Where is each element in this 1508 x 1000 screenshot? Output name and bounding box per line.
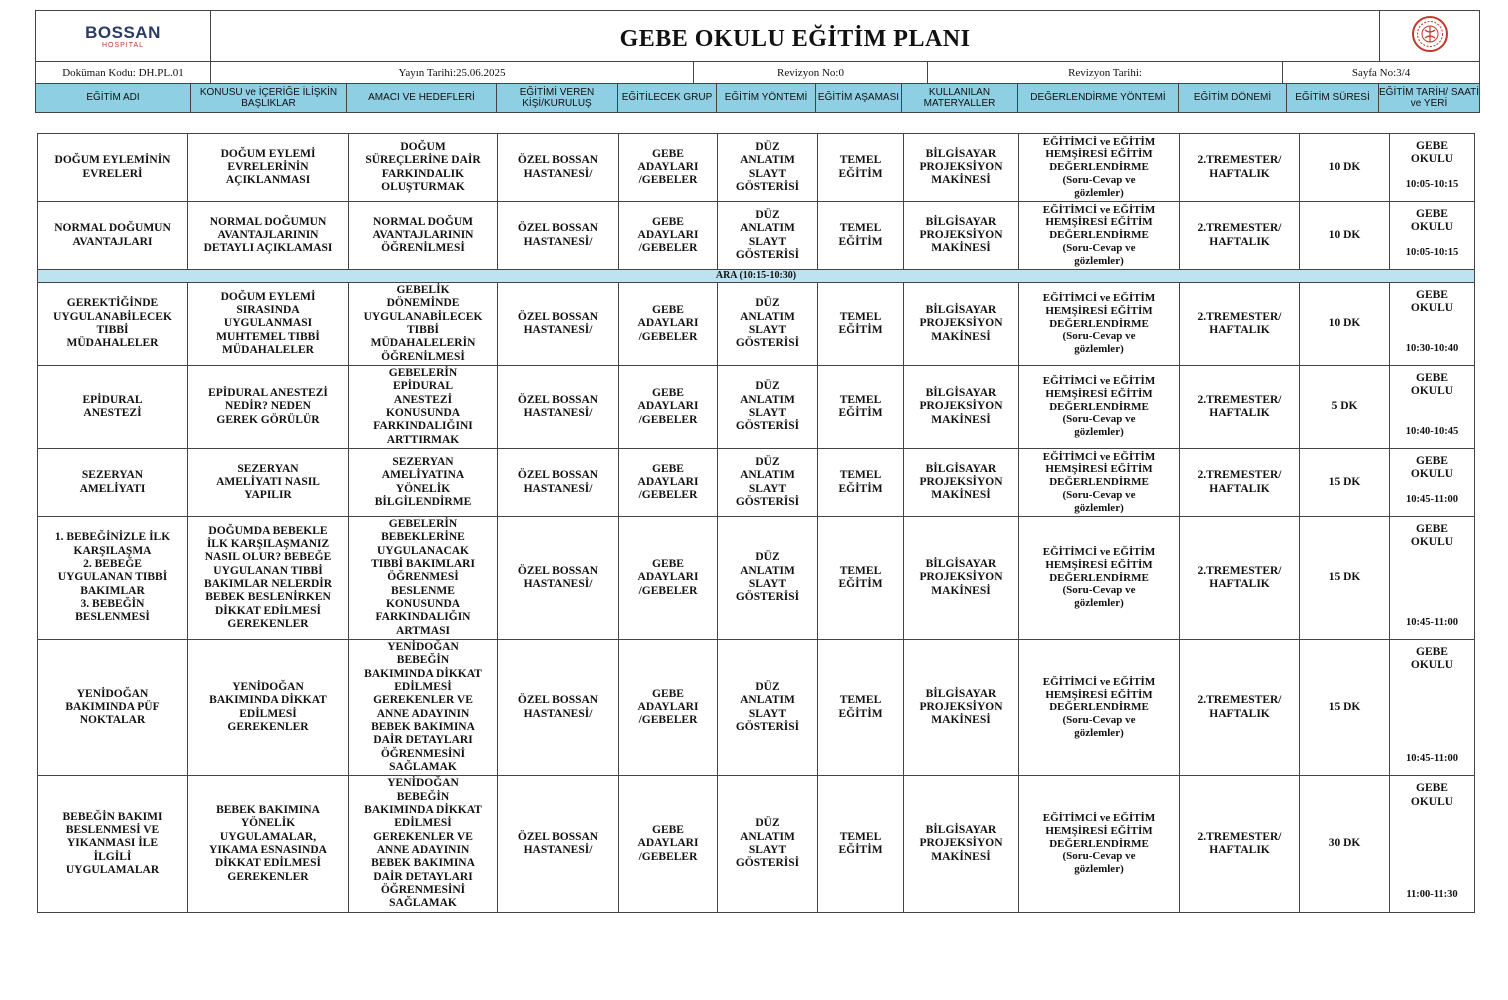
topic-cell: YENİDOĞAN BAKIMINDA DİKKAT EDİLMESİ GEREKENLER <box>188 640 349 776</box>
method-cell: DÜZ ANLATIM SLAYT GÖSTERİSİ <box>718 640 818 776</box>
place-label: GEBE OKULU <box>1410 140 1454 166</box>
document-code: Doküman Kodu: DH.PL.01 <box>36 62 211 85</box>
time-label: 10:05-10:15 <box>1405 246 1459 258</box>
term-cell: 2.TREMESTER/ HAFTALIK <box>1180 640 1300 776</box>
page-title: GEBE OKULU EĞİTİM PLANI <box>211 11 1380 62</box>
stage-cell: TEMEL EĞİTİM <box>818 366 904 449</box>
stage-cell: TEMEL EĞİTİM <box>818 640 904 776</box>
table-row <box>38 366 1475 449</box>
table-row <box>38 449 1475 517</box>
break-label: ARA (10:15-10:30) <box>38 270 1475 283</box>
training-plan-table <box>37 133 1475 913</box>
term-cell: 2.TREMESTER/ HAFTALIK <box>1180 517 1300 640</box>
col-header: DEĞERLENDİRME YÖNTEMİ <box>1018 84 1179 113</box>
trainer-cell: ÖZEL BOSSAN HASTANESİ/ <box>498 134 619 202</box>
time-label: 10:05-10:15 <box>1405 178 1459 190</box>
col-header: EĞİTİM TARİH/ SAATİ ve YERİ <box>1379 84 1480 113</box>
trainer-cell: ÖZEL BOSSAN HASTANESİ/ <box>498 776 619 912</box>
duration-cell: 10 DK <box>1300 134 1390 202</box>
date-place-cell <box>1390 202 1475 270</box>
col-header: EĞİTİM DÖNEMİ <box>1179 84 1287 113</box>
col-header: KONUSU ve İÇERİĞE İLİŞKİN BAŞLIKLAR <box>191 84 347 113</box>
date-place-cell <box>1390 283 1475 366</box>
method-cell: DÜZ ANLATIM SLAYT GÖSTERİSİ <box>718 776 818 912</box>
term-cell: 2.TREMESTER/ HAFTALIK <box>1180 202 1300 270</box>
materials-cell: BİLGİSAYAR PROJEKSİYON MAKİNESİ <box>904 449 1019 517</box>
evaluation-cell: EĞİTİMCİ ve EĞİTİM HEMŞİRESİ EĞİTİM DEĞERLENDİRME (Soru-Cevap ve gözlemler) <box>1019 776 1180 912</box>
stage-cell: TEMEL EĞİTİM <box>818 517 904 640</box>
materials-cell: BİLGİSAYAR PROJEKSİYON MAKİNESİ <box>904 640 1019 776</box>
stage-cell: TEMEL EĞİTİM <box>818 283 904 366</box>
col-header: EĞİTİM AŞAMASI <box>816 84 902 113</box>
materials-cell: BİLGİSAYAR PROJEKSİYON MAKİNESİ <box>904 517 1019 640</box>
col-header: EĞİTİM SÜRESİ <box>1287 84 1379 113</box>
term-cell: 2.TREMESTER/ HAFTALIK <box>1180 449 1300 517</box>
training-name: BEBEĞİN BAKIMI BESLENMESİ VE YIKANMASI İLE İLGİLİ UYGULAMALAR <box>38 776 188 912</box>
table-row <box>38 517 1475 640</box>
table-row <box>38 134 1475 202</box>
publish-date: Yayın Tarihi:25.06.2025 <box>211 62 694 85</box>
group-cell: GEBE ADAYLARI /GEBELER <box>619 134 718 202</box>
col-header: EĞİTİLECEK GRUP <box>618 84 717 113</box>
group-cell: GEBE ADAYLARI /GEBELER <box>619 776 718 912</box>
method-cell: DÜZ ANLATIM SLAYT GÖSTERİSİ <box>718 449 818 517</box>
topic-cell: BEBEK BAKIMINA YÖNELİK UYGULAMALAR, YIKAMA ESNASINDA DİKKAT EDİLMESİ GEREKENLER <box>188 776 349 912</box>
topic-cell: DOĞUMDA BEBEKLE İLK KARŞILAŞMANIZ NASIL OLUR? BEBEĞE UYGULANAN TIBBİ BAKIMLAR NELERDİR BEBEK BESLENİRKEN DİKKAT EDİLMESİ GEREKENLER <box>188 517 349 640</box>
term-cell: 2.TREMESTER/ HAFTALIK <box>1180 776 1300 912</box>
evaluation-cell: EĞİTİMCİ ve EĞİTİM HEMŞİRESİ EĞİTİM DEĞERLENDİRME (Soru-Cevap ve gözlemler) <box>1019 366 1180 449</box>
trainer-cell: ÖZEL BOSSAN HASTANESİ/ <box>498 449 619 517</box>
time-label: 10:45-11:00 <box>1406 493 1458 505</box>
col-header: KULLANILAN MATERYALLER <box>902 84 1018 113</box>
topic-cell: EPİDURAL ANESTEZİ NEDİR? NEDEN GEREK GÖRÜLÜR <box>188 366 349 449</box>
place-label: GEBE OKULU <box>1410 455 1454 481</box>
materials-cell: BİLGİSAYAR PROJEKSİYON MAKİNESİ <box>904 776 1019 912</box>
duration-cell: 15 DK <box>1300 449 1390 517</box>
document-header <box>35 10 1480 85</box>
duration-cell: 10 DK <box>1300 283 1390 366</box>
stage-cell: TEMEL EĞİTİM <box>818 202 904 270</box>
table-row <box>38 283 1475 366</box>
group-cell: GEBE ADAYLARI /GEBELER <box>619 283 718 366</box>
col-header: EĞİTİM ADI <box>36 84 191 113</box>
goal-cell: YENİDOĞAN BEBEĞİN BAKIMINDA DİKKAT EDİLMESİ GEREKENLER VE ANNE ADAYININ BEBEK BAKIMINA DAİR DETAYLARI ÖĞRENMESİNİ SAĞLAMAK <box>349 640 498 776</box>
evaluation-cell: EĞİTİMCİ ve EĞİTİM HEMŞİRESİ EĞİTİM DEĞERLENDİRME (Soru-Cevap ve gözlemler) <box>1019 640 1180 776</box>
evaluation-cell: EĞİTİMCİ ve EĞİTİM HEMŞİRESİ EĞİTİM DEĞERLENDİRME (Soru-Cevap ve gözlemler) <box>1019 283 1180 366</box>
topic-cell: DOĞUM EYLEMİ SIRASINDA UYGULANMASI MUHTEMEL TIBBİ MÜDAHALELER <box>188 283 349 366</box>
group-cell: GEBE ADAYLARI /GEBELER <box>619 366 718 449</box>
place-label: GEBE OKULU <box>1410 372 1454 398</box>
group-cell: GEBE ADAYLARI /GEBELER <box>619 640 718 776</box>
time-label: 10:30-10:40 <box>1405 342 1459 354</box>
term-cell: 2.TREMESTER/ HAFTALIK <box>1180 366 1300 449</box>
method-cell: DÜZ ANLATIM SLAYT GÖSTERİSİ <box>718 366 818 449</box>
revision-date: Revizyon Tarihi: <box>928 62 1283 85</box>
time-label: 10:45-11:00 <box>1406 752 1458 764</box>
method-cell: DÜZ ANLATIM SLAYT GÖSTERİSİ <box>718 283 818 366</box>
duration-cell: 5 DK <box>1300 366 1390 449</box>
column-header <box>35 83 1480 113</box>
duration-cell: 30 DK <box>1300 776 1390 912</box>
duration-cell: 15 DK <box>1300 640 1390 776</box>
place-label: GEBE OKULU <box>1410 523 1454 549</box>
trainer-cell: ÖZEL BOSSAN HASTANESİ/ <box>498 517 619 640</box>
date-place-cell <box>1390 449 1475 517</box>
topic-cell: NORMAL DOĞUMUN AVANTAJLARININ DETAYLI AÇIKLAMASI <box>188 202 349 270</box>
table-row <box>38 640 1475 776</box>
materials-cell: BİLGİSAYAR PROJEKSİYON MAKİNESİ <box>904 366 1019 449</box>
revision-no: Revizyon No:0 <box>694 62 928 85</box>
table-row <box>38 776 1475 912</box>
method-cell: DÜZ ANLATIM SLAYT GÖSTERİSİ <box>718 134 818 202</box>
group-cell: GEBE ADAYLARI /GEBELER <box>619 517 718 640</box>
duration-cell: 10 DK <box>1300 202 1390 270</box>
method-cell: DÜZ ANLATIM SLAYT GÖSTERİSİ <box>718 202 818 270</box>
training-name: DOĞUM EYLEMİNİN EVRELERİ <box>38 134 188 202</box>
date-place-cell <box>1390 366 1475 449</box>
date-place-cell <box>1390 776 1475 912</box>
break-row <box>38 270 1475 283</box>
training-name: YENİDOĞAN BAKIMINDA PÜF NOKTALAR <box>38 640 188 776</box>
stage-cell: TEMEL EĞİTİM <box>818 449 904 517</box>
materials-cell: BİLGİSAYAR PROJEKSİYON MAKİNESİ <box>904 134 1019 202</box>
time-label: 10:40-10:45 <box>1405 425 1459 437</box>
trainer-cell: ÖZEL BOSSAN HASTANESİ/ <box>498 202 619 270</box>
time-label: 10:45-11:00 <box>1406 616 1458 628</box>
term-cell: 2.TREMESTER/ HAFTALIK <box>1180 283 1300 366</box>
materials-cell: BİLGİSAYAR PROJEKSİYON MAKİNESİ <box>904 283 1019 366</box>
table-row <box>38 202 1475 270</box>
place-label: GEBE OKULU <box>1410 782 1454 808</box>
goal-cell: NORMAL DOĞUM AVANTAJLARININ ÖĞRENİLMESİ <box>349 202 498 270</box>
date-place-cell <box>1390 134 1475 202</box>
training-name: GEREKTİĞİNDE UYGULANABİLECEK TIBBİ MÜDAHALELER <box>38 283 188 366</box>
training-name: 1. BEBEĞİNİZLE İLK KARŞILAŞMA 2. BEBEĞE UYGULANAN TIBBİ BAKIMLAR 3. BEBEĞİN BESLENMESİ <box>38 517 188 640</box>
place-label: GEBE OKULU <box>1410 208 1454 234</box>
place-label: GEBE OKULU <box>1410 289 1454 315</box>
evaluation-cell: EĞİTİMCİ ve EĞİTİM HEMŞİRESİ EĞİTİM DEĞERLENDİRME (Soru-Cevap ve gözlemler) <box>1019 134 1180 202</box>
trainer-cell: ÖZEL BOSSAN HASTANESİ/ <box>498 366 619 449</box>
group-cell: GEBE ADAYLARI /GEBELER <box>619 202 718 270</box>
training-name: EPİDURAL ANESTEZİ <box>38 366 188 449</box>
place-label: GEBE OKULU <box>1410 646 1454 672</box>
materials-cell: BİLGİSAYAR PROJEKSİYON MAKİNESİ <box>904 202 1019 270</box>
date-place-cell <box>1390 640 1475 776</box>
col-header: AMACI VE HEDEFLERİ <box>347 84 497 113</box>
goal-cell: YENİDOĞAN BEBEĞİN BAKIMINDA DİKKAT EDİLMESİ GEREKENLER VE ANNE ADAYININ BEBEK BAKIMINA DAİR DETAYLARI ÖĞRENMESİNİ SAĞLAMAK <box>349 776 498 912</box>
col-header: EĞİTİMİ VEREN KİŞİ/KURULUŞ <box>497 84 618 113</box>
goal-cell: GEBELERİN EPİDURAL ANESTEZİ KONUSUNDA FARKINDALIĞINI ARTTIRMAK <box>349 366 498 449</box>
goal-cell: SEZERYAN AMELİYATINA YÖNELİK BİLGİLENDİRME <box>349 449 498 517</box>
topic-cell: SEZERYAN AMELİYATI NASIL YAPILIR <box>188 449 349 517</box>
term-cell: 2.TREMESTER/ HAFTALIK <box>1180 134 1300 202</box>
training-name: NORMAL DOĞUMUN AVANTAJLARI <box>38 202 188 270</box>
logo-sub: HOSPITAL <box>101 41 145 49</box>
group-cell: GEBE ADAYLARI /GEBELER <box>619 449 718 517</box>
duration-cell: 15 DK <box>1300 517 1390 640</box>
topic-cell: DOĞUM EYLEMİ EVRELERİNİN AÇIKLANMASI <box>188 134 349 202</box>
method-cell: DÜZ ANLATIM SLAYT GÖSTERİSİ <box>718 517 818 640</box>
stage-cell: TEMEL EĞİTİM <box>818 134 904 202</box>
stage-cell: TEMEL EĞİTİM <box>818 776 904 912</box>
evaluation-cell: EĞİTİMCİ ve EĞİTİM HEMŞİRESİ EĞİTİM DEĞERLENDİRME (Soru-Cevap ve gözlemler) <box>1019 449 1180 517</box>
time-label: 11:00-11:30 <box>1406 888 1458 900</box>
logo-brand: BOSSAN <box>85 22 161 42</box>
date-place-cell <box>1390 517 1475 640</box>
goal-cell: GEBELERİN BEBEKLERİNE UYGULANACAK TIBBİ BAKIMLARI ÖĞRENMESİ BESLENME KONUSUNDA FARKINDALIĞIN ARTMASI <box>349 517 498 640</box>
hospital-logo <box>36 11 211 62</box>
training-name: SEZERYAN AMELİYATI <box>38 449 188 517</box>
ministry-emblem-icon <box>1380 11 1480 62</box>
trainer-cell: ÖZEL BOSSAN HASTANESİ/ <box>498 640 619 776</box>
goal-cell: DOĞUM SÜREÇLERİNE DAİR FARKINDALIK OLUŞTURMAK <box>349 134 498 202</box>
trainer-cell: ÖZEL BOSSAN HASTANESİ/ <box>498 283 619 366</box>
col-header: EĞİTİM YÖNTEMİ <box>717 84 816 113</box>
goal-cell: GEBELİK DÖNEMİNDE UYGULANABİLECEK TIBBİ MÜDAHALELERİN ÖĞRENİLMESİ <box>349 283 498 366</box>
evaluation-cell: EĞİTİMCİ ve EĞİTİM HEMŞİRESİ EĞİTİM DEĞERLENDİRME (Soru-Cevap ve gözlemler) <box>1019 202 1180 270</box>
page-number: Sayfa No:3/4 <box>1283 62 1480 85</box>
evaluation-cell: EĞİTİMCİ ve EĞİTİM HEMŞİRESİ EĞİTİM DEĞERLENDİRME (Soru-Cevap ve gözlemler) <box>1019 517 1180 640</box>
